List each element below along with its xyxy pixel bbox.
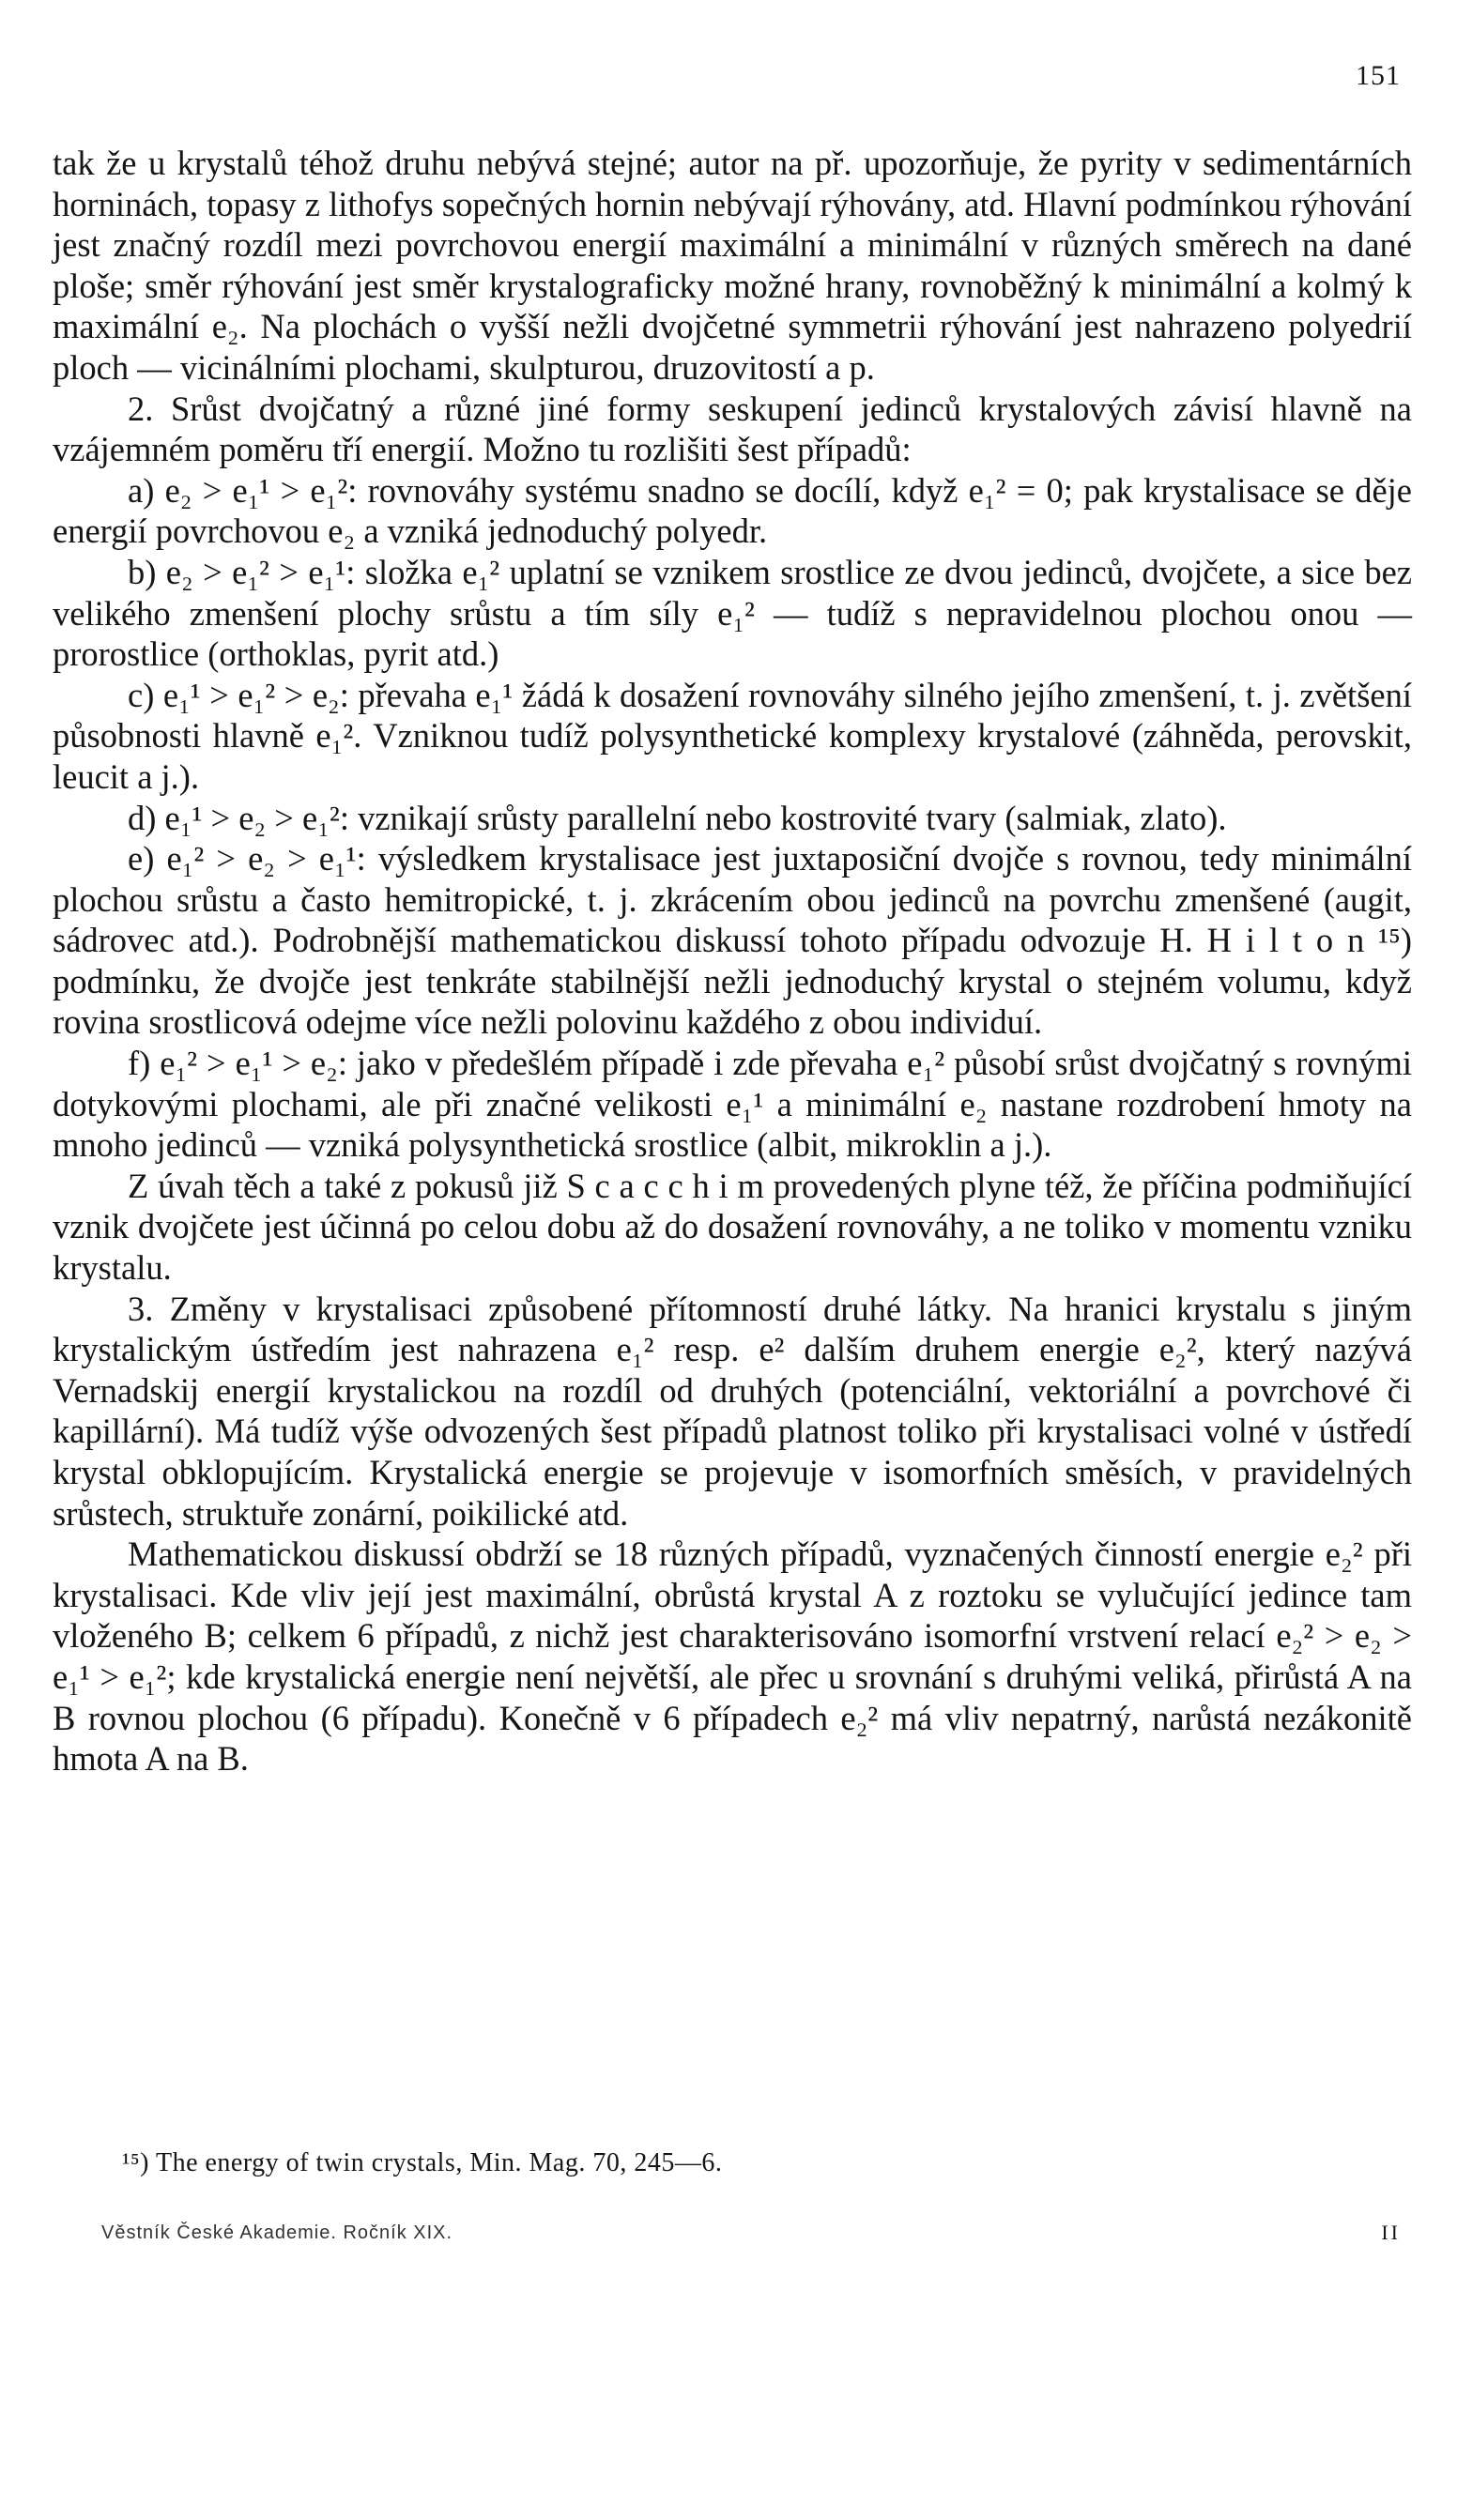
paragraph: 2. Srůst dvojčatný a různé jiné formy seskupení jedinců krystalových závisí hlavně na vzájemném poměru tří energií. Možno tu rozlišiti šest případů:: [53, 389, 1412, 469]
paragraph: 3. Změny v krystalisaci způsobené přítomností druhé látky. Na hranici krystalu s jiným krystalickým ústředím jest nahrazena e₁² resp. e² dalším druhem energie e₂², který nazývá Vernadskij energií krystalickou na rozdíl od druhých (potenciální, vektoriální a povrchové či kapillární). Má tudíž výše odvozených šest případů platnost toliko při krystalisaci volné v ústředí krystal obklopujícím. Krystalická energie se projevuje v isomorfních směsích, v pravidelných srůstech, struktuře zonární, poikilické atd.: [53, 1289, 1412, 1533]
footnote: ¹⁵) The energy of twin crystals, Min. Mag. 70, 245—6.: [122, 2148, 723, 2177]
journal-footer: Věstník České Akademie. Ročník XIX.: [101, 2222, 453, 2243]
paragraph: f) e₁² > e₁¹ > e₂: jako v předešlém případě i zde převaha e₁² působí srůst dvojčatný s rovnými dotykovými plochami, ale při značné velikosti e₁¹ a minimální e₂ nastane rozdrobení hmoty na mnoho jedinců — vzniká polysynthetická srostlice (albit, mikroklin a j.).: [53, 1044, 1412, 1165]
paragraph: e) e₁² > e₂ > e₁¹: výsledkem krystalisace jest juxtaposiční dvojče s rovnou, tedy minimální plochou srůstu a často hemitropické, t. j. zkrácením obou jedinců na povrchu zmenšené (augit, sádrovec atd.). Podrobnější mathematickou diskussí tohoto případu odvozuje H. H i l t o n ¹⁵) podmínku, že dvojče jest tenkráte stabilnější nežli jednoduchý krystal o stejném volumu, když rovina srostlicová odejme více nežli polovinu každého z obou individuí.: [53, 839, 1412, 1042]
paragraph: tak že u krystalů téhož druhu nebývá stejné; autor na př. upozorňuje, že pyrity v sedimentárních horninách, topasy z lithofys sopečných hornin nebývají rýhovány, atd. Hlavní podmínkou rýhování jest značný rozdíl mezi povrchovou energií maximální a minimální v různých směrech na dané ploše; směr rýhování jest směr krystalograficky možné hrany, rovnoběžný k minimální a kolmý k maximální e₂. Na plochách o vyšší nežli dvojčetné symmetrii rýhování jest nahrazeno polyedrií ploch — vicinálními plochami, skulpturou, druzovitostí a p.: [53, 144, 1412, 387]
paragraph: c) e₁¹ > e₁² > e₂: převaha e₁¹ žádá k dosažení rovnováhy silného jejího zmenšení, t. j. zvětšení působnosti hlavně e₁². Vzniknou tudíž polysynthetické komplexy krystalové (záhněda, perovskit, leucit a j.).: [53, 675, 1412, 796]
page-number: 151: [1356, 60, 1401, 91]
paragraph: a) e₂ > e₁¹ > e₁²: rovnováhy systému snadno se docílí, když e₁² = 0; pak krystalisace se děje energií povrchovou e₂ a vzniká jednoduchý polyedr.: [53, 470, 1412, 551]
paragraph: Mathematickou diskussí obdrží se 18 různých případů, vyznačených činností energie e₂² při krystalisaci. Kde vliv její jest maximální, obrůstá krystal A z roztoku se vylučující jedince tam vloženého B; celkem 6 případů, z nichž jest charakterisováno isomorfní vrstvení relací e₂² > e₂ > e₁¹ > e₁²; kde krystalická energie není největší, ale přec u srovnání s druhými veliká, přirůstá A na B rovnou plochou (6 případu). Konečně v 6 případech e₂² má vliv nepatrný, narůstá nezákonitě hmota A na B.: [53, 1535, 1412, 1779]
paragraph: Z úvah těch a také z pokusů již S c a c c h i m provedených plyne též, že příčina podmiňující vznik dvojčete jest účinná po celou dobu až do dosažení rovnováhy, a ne toliko v momentu vzniku krystalu.: [53, 1166, 1412, 1288]
signature-mark: II: [1381, 2221, 1401, 2244]
paragraph: d) e₁¹ > e₂ > e₁²: vznikají srůsty parallelní nebo kostrovité tvary (salmiak, zlato).: [128, 798, 1227, 837]
body-text: [53, 143, 1412, 1779]
paragraph: b) e₂ > e₁² > e₁¹: složka e₁² uplatní se vznikem srostlice ze dvou jedinců, dvojčete, a sice bez velikého zmenšení plochy srůstu a tím síly e₁² — tudíž s nepravidelnou plochou onou — prorostlice (orthoklas, pyrit atd.): [53, 552, 1412, 674]
